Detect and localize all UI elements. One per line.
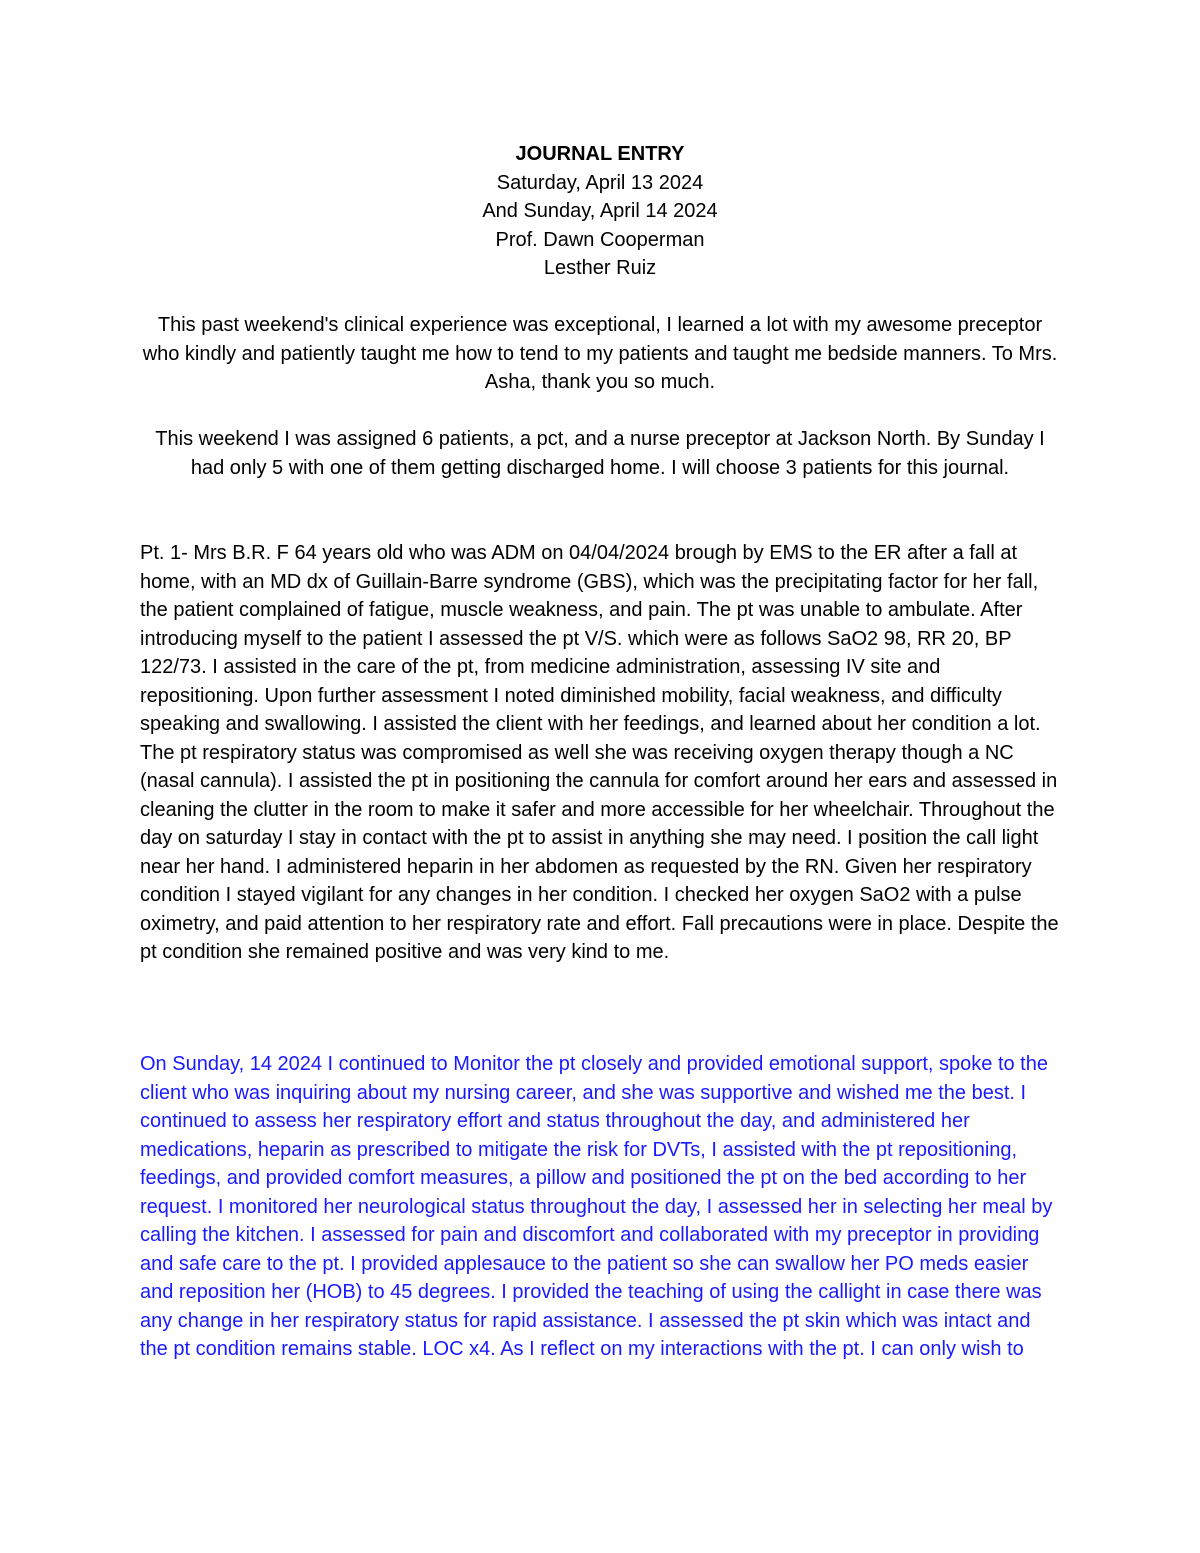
author-name: Lesther Ruiz [543, 257, 657, 279]
entry-date-sunday: And Sunday, April 14 2024 [482, 200, 718, 222]
intro-paragraph-assignment: This weekend I was assigned 6 patients, a pct, and a nurse preceptor at Jackson North. By Sunday I had only 5 with one of them getting discharged home. I will choose 3 patients for this journal. [155, 428, 1045, 479]
patient-1-sunday-paragraph: On Sunday, 14 2024 I continued to Monitor the pt closely and provided emotional support, spoke to the client who was inquiring about my nursing career, and she was supportive and wished me the best. I continued to assess her respiratory effort and status throughout the day, and administered her medications, heparin as prescribed to mitigate the risk for DVTs, I assisted with the pt repositioning, feedings, and provided comfort measures, a pillow and positioned the pt on the bed according to her request. I monitored her neurological status throughout the day, I assessed her in selecting her meal by calling the kitchen. I assessed for pain and discomfort and collaborated with my preceptor in providing and safe care to the pt. I provided applesauce to the patient so she can swallow her PO meds easier and reposition her (HOB) to 45 degrees. I provided the teaching of using the callight in case there was any change in her respiratory status for rapid assistance. I assessed the pt skin which was intact and the pt condition remains stable. LOC x4. As I reflect on my interactions with the pt. I can only wish to [140, 1053, 1053, 1360]
entry-date-saturday: Saturday, April 13 2024 [496, 171, 704, 194]
journal-title: JOURNAL ENTRY [515, 143, 685, 165]
intro-paragraph-experience: This past weekend's clinical experience was exceptional, I learned a lot with my awesome preceptor who kindly and patiently taught me how to tend to my patients and taught me bedside manners. To Mrs. Asha, thank you so much. [142, 314, 1058, 393]
journal-header [140, 140, 1060, 283]
patient-1-saturday-paragraph: Pt. 1- Mrs B.R. F 64 years old who was ADM on 04/04/2024 brough by EMS to the ER after a fall at home, with an MD dx of Guillain-Barre syndrome (GBS), which was the precipitating factor for her fall, the patient complained of fatigue, muscle weakness, and pain. The pt was unable to ambulate. After introducing myself to the patient I assessed the pt V/S. which were as follows SaO2 98, RR 20, BP 122/73. I assisted in the care of the pt, from medicine administration, assessing IV site and repositioning. Upon further assessment I noted diminished mobility, facial weakness, and difficulty speaking and swallowing. I assisted the client with her feedings, and learned about her condition a lot. The pt respiratory status was compromised as well she was receiving oxygen therapy though a NC (nasal cannula). I assisted the pt in positioning the cannula for comfort around her ears and assessed in cleaning the clutter in the room to make it safer and more accessible for her wheelchair. Throughout the day on saturday I stay in contact with the pt to assist in anything she may need. I position the call light near her hand. I administered heparin in her abdomen as requested by the RN. Given her respiratory condition I stayed vigilant for any changes in her condition. I checked her oxygen SaO2 with a pulse oximetry, and paid attention to her respiratory rate and effort. Fall precautions were in place. Despite the pt condition she remained positive and was very kind to me. [140, 542, 1059, 963]
professor-name: Prof. Dawn Cooperman [495, 228, 705, 251]
